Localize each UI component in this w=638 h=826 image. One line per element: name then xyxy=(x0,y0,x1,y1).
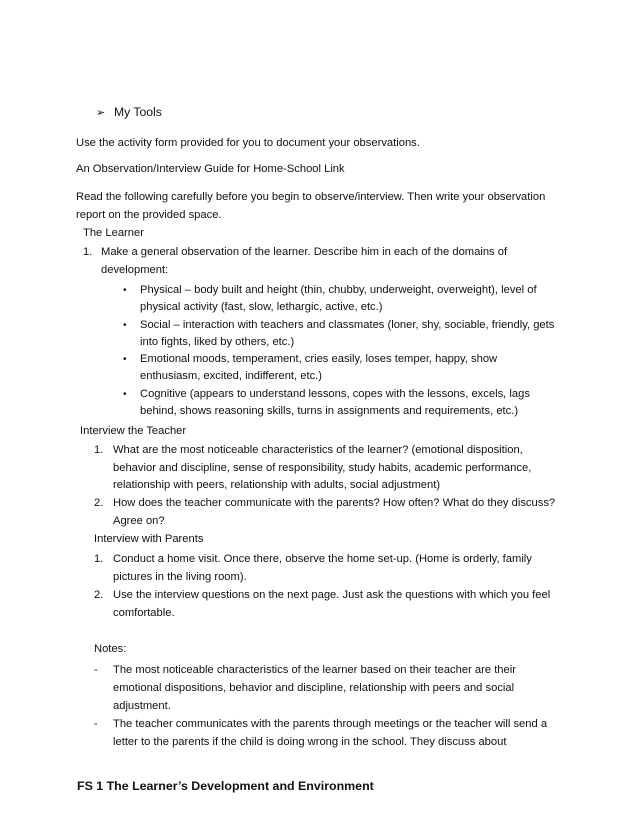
notes-line: letter to the parents if the child is doing wrong in the school. They discuss about xyxy=(113,736,507,748)
learner-item-line: development: xyxy=(101,264,169,276)
notes-line: The teacher communicates with the parents through meetings or the teacher will send a xyxy=(113,718,548,730)
domain-bullet-line: Cognitive (appears to understand lessons, copes with the lessons, excels, lags xyxy=(140,388,530,400)
teacher-question-line: relationship with peers, relationship with adults, social adjustment) xyxy=(113,479,441,491)
notes-line: emotional dispositions, behavior and discipline, relationship with peers and social xyxy=(113,682,515,694)
learner-heading: The Learner xyxy=(83,227,144,239)
read-instructions-line: report on the provided space. xyxy=(76,209,222,221)
parents-item-line: pictures in the living room). xyxy=(113,571,247,583)
item-number: 1. xyxy=(83,246,93,258)
notes-heading: Notes: xyxy=(94,643,127,655)
bullet-icon: • xyxy=(123,354,127,365)
item-number: 1. xyxy=(94,553,104,565)
instruction-text: Use the activity form provided for you to document your observations. xyxy=(76,137,420,149)
tools-heading: My Tools xyxy=(114,105,162,119)
notes-line: The most noticeable characteristics of the learner based on their teacher are their xyxy=(113,664,516,676)
item-number: 1. xyxy=(94,444,104,456)
domain-bullet-line: Social – interaction with teachers and classmates (loner, shy, sociable, friendly, gets xyxy=(140,319,555,331)
arrow-bullet-icon: ➢ xyxy=(96,107,106,119)
parents-heading: Interview with Parents xyxy=(94,533,204,545)
dash-marker: - xyxy=(94,718,98,730)
guide-title: An Observation/Interview Guide for Home-School Link xyxy=(76,163,345,175)
learner-item-line: Make a general observation of the learner. Describe him in each of the domains of xyxy=(101,246,508,258)
dash-marker: - xyxy=(94,664,98,676)
parents-item-line: Conduct a home visit. Once there, observe the home set-up. (Home is orderly, family xyxy=(113,553,532,565)
bullet-icon: • xyxy=(123,320,127,331)
domain-bullet-line: Emotional moods, temperament, cries easily, loses temper, happy, show xyxy=(140,353,498,365)
teacher-question-line: behavior and discipline, sense of responsibility, study habits, academic performance, xyxy=(113,462,532,474)
teacher-question-line: What are the most noticeable characteristics of the learner? (emotional disposition, xyxy=(113,444,523,456)
domain-bullet-line: behind, shows reasoning skills, turns in assignments and requirements, etc.) xyxy=(140,405,519,417)
teacher-question-line: How does the teacher communicate with the parents? How often? What do they discuss? xyxy=(113,497,556,509)
item-number: 2. xyxy=(94,589,104,601)
parents-item-line: comfortable. xyxy=(113,607,175,619)
notes-line: adjustment. xyxy=(113,700,171,712)
read-instructions-line: Read the following carefully before you begin to observe/interview. Then write your observation xyxy=(76,191,546,203)
domain-bullet-line: physical activity (fast, slow, lethargic, active, etc.) xyxy=(140,301,383,313)
parents-item-line: Use the interview questions on the next page. Just ask the questions with which you feel xyxy=(113,589,551,601)
teacher-heading: Interview the Teacher xyxy=(80,425,187,437)
page-footer: FS 1 The Learner’s Development and Environment xyxy=(77,779,374,793)
bullet-icon: • xyxy=(123,389,127,400)
teacher-question-line: Agree on? xyxy=(113,515,165,527)
bullet-icon: • xyxy=(123,285,127,296)
domain-bullet-line: into fights, liked by others, etc.) xyxy=(140,336,295,348)
domain-bullet-line: Physical – body built and height (thin, chubby, underweight, overweight), level of xyxy=(140,284,537,296)
item-number: 2. xyxy=(94,497,104,509)
domain-bullet-line: enthusiasm, excited, indifferent, etc.) xyxy=(140,370,322,382)
